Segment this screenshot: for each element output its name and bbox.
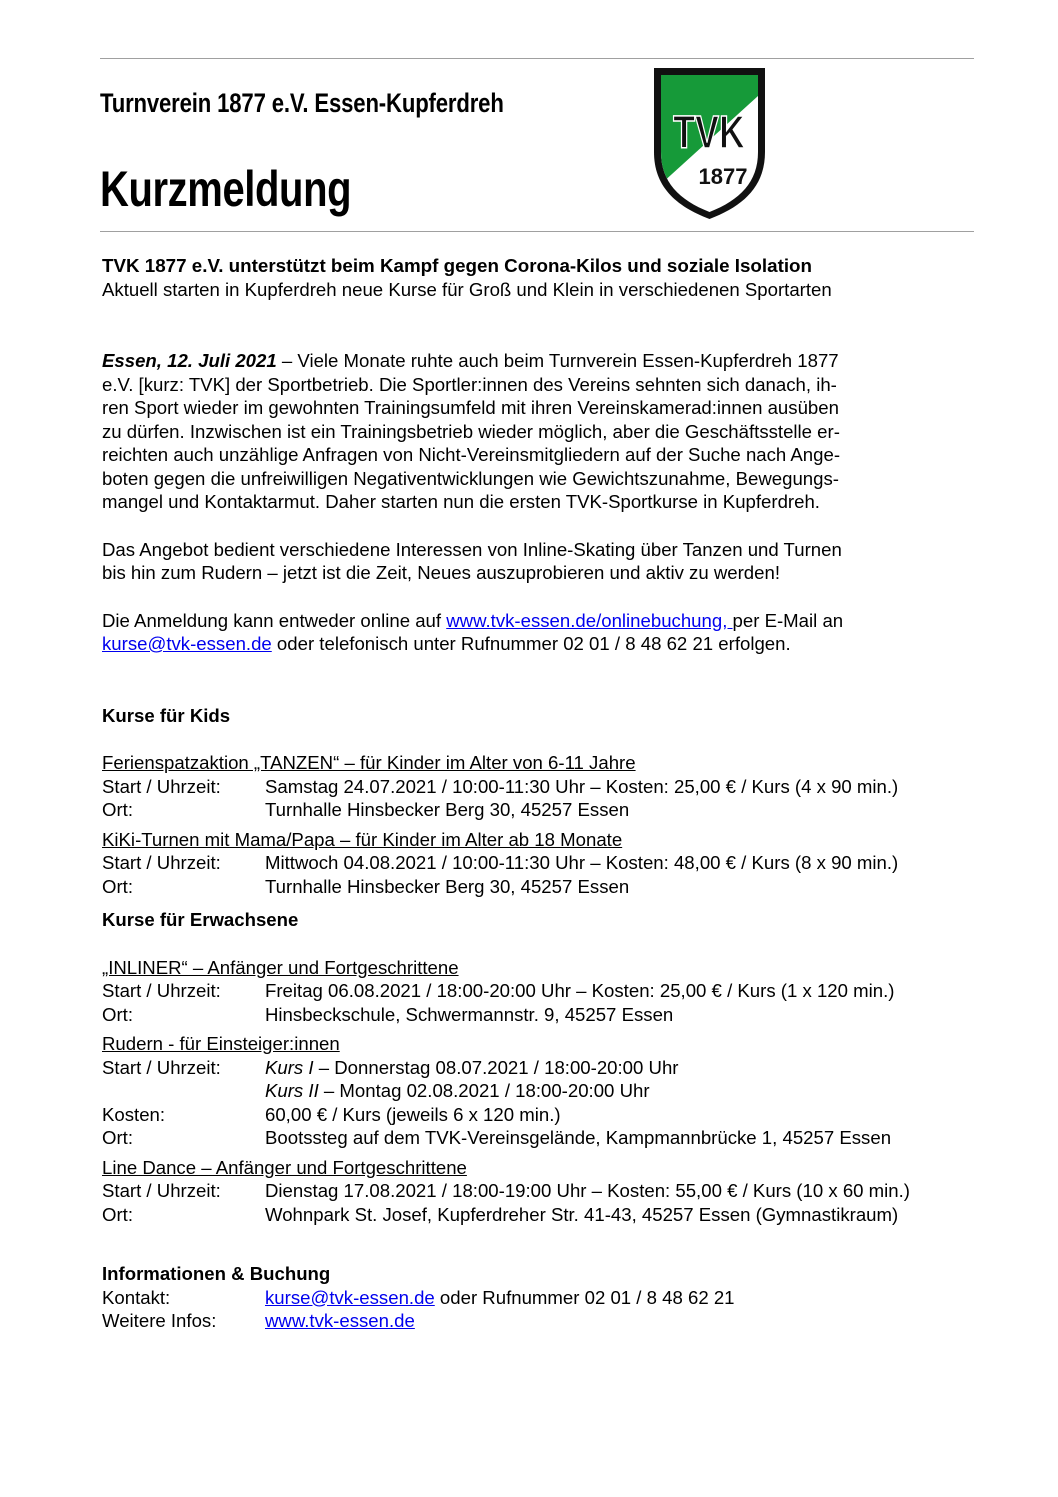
website-link[interactable]: www.tvk-essen.de — [265, 1310, 415, 1331]
dateline: Essen, 12. Juli 2021 — [102, 350, 277, 371]
kosten-label: Kosten: — [102, 1103, 166, 1125]
p2-line-1: bis hin zum Rudern – jetzt ist die Zeit, Neues auszuprobieren und aktiv zu werden! — [102, 562, 780, 583]
ort-label: Ort: — [102, 1203, 133, 1225]
section-kids-heading: Kurse für Kids — [102, 704, 231, 726]
course-inliner — [102, 956, 1002, 1027]
start-label: Start / Uhrzeit: — [102, 775, 221, 797]
p1-line-5: boten gegen die unfreiwilligen Negativentwicklungen wie Gewichtszunahme, Bewegungs- — [102, 467, 839, 489]
start-value: Freitag 06.08.2021 / 18:00-20:00 Uhr – Kosten: 25,00 € / Kurs (1 x 120 min.) — [265, 980, 895, 1001]
p2-line-0: Das Angebot bedient verschiedene Interessen von Inline-Skating über Tanzen und Turnen — [102, 538, 842, 560]
top-rule — [100, 58, 974, 59]
ort-value: Hinsbeckschule, Schwermannstr. 9, 45257 Essen — [265, 1003, 674, 1025]
ort-value: Bootssteg auf dem TVK-Vereinsgelände, Kampmannbrücke 1, 45257 Essen — [265, 1127, 892, 1148]
course-name: Line Dance – Anfänger und Fortgeschrittene — [102, 1156, 467, 1178]
start-value: Dienstag 17.08.2021 / 18:00-19:00 Uhr – Kosten: 55,00 € / Kurs (10 x 60 min.) — [265, 1180, 910, 1201]
header-rule — [100, 231, 974, 232]
kurs1-value: – Donnerstag 08.07.2021 / 18:00-20:00 Uhr — [313, 1056, 679, 1078]
subheadline: Aktuell starten in Kupferdreh neue Kurse für Groß und Klein in verschiedenen Sportarten — [102, 278, 832, 300]
course-name: Ferienspatzaktion „TANZEN“ – für Kinder im Alter von 6-11 Jahre — [102, 752, 636, 773]
section-info-heading: Informationen & Buchung — [102, 1263, 331, 1284]
headline: TVK 1877 e.V. unterstützt beim Kampf gegen Corona-Kilos und soziale Isolation — [102, 255, 812, 276]
p1-line-2: ren Sport wieder im gewohnten Trainingsumfeld mit ihren Vereinskamerad:innen ausüben — [102, 397, 839, 418]
kosten-value: 60,00 € / Kurs (jeweils 6 x 120 min.) — [265, 1103, 561, 1125]
ort-label: Ort: — [102, 875, 133, 897]
start-label: Start / Uhrzeit: — [102, 852, 221, 873]
ort-label: Ort: — [102, 1003, 133, 1025]
p3-text-3: oder telefonisch unter Rufnummer 02 01 / 8 48 62 21 erfolgen. — [271, 633, 791, 654]
course-name: KiKi-Turnen mit Mama/Papa – für Kinder im Alter ab 18 Monate — [102, 828, 623, 850]
start-label: Start / Uhrzeit: — [102, 1180, 221, 1201]
course-name: „INLINER“ – Anfänger und Fortgeschrittene — [102, 956, 459, 978]
course-kiki-turnen — [102, 828, 1002, 899]
tvk-logo — [652, 66, 767, 220]
logo-letters: TVK — [673, 106, 745, 159]
club-name: Turnverein 1877 e.V. Essen-Kupferdreh — [100, 88, 504, 118]
ort-value: Turnhalle Hinsbecker Berg 30, 45257 Essen — [265, 875, 630, 897]
start-value: Samstag 24.07.2021 / 10:00-11:30 Uhr – Kosten: 25,00 € / Kurs (4 x 90 min.) — [265, 775, 899, 797]
p3-text-2: per E-Mail an — [732, 609, 844, 631]
p1-line-3: zu dürfen. Inzwischen ist ein Trainingsbetrieb wieder möglich, aber die Geschäftsstelle er- — [102, 420, 840, 442]
start-label: Start / Uhrzeit: — [102, 1056, 221, 1078]
start-label: Start / Uhrzeit: — [102, 980, 221, 1001]
kontakt-label: Kontakt: — [102, 1286, 171, 1308]
p1-line-0: – Viele Monate ruhte auch beim Turnverein Essen-Kupferdreh 1877 — [276, 350, 839, 371]
course-name: Rudern - für Einsteiger:innen — [102, 1033, 340, 1054]
p1-line-4: reichten auch unzählige Anfragen von Nicht-Vereinsmitgliedern auf der Suche nach Ange- — [102, 444, 841, 465]
p1-line-1: e.V. [kurz: TVK] der Sportbetrieb. Die Sportler:innen des Vereins sehnten sich danach, ih- — [102, 373, 837, 395]
ort-label: Ort: — [102, 1127, 133, 1148]
email-link[interactable]: kurse@tvk-essen.de — [102, 633, 272, 654]
section-adults-heading: Kurse für Erwachsene — [102, 909, 299, 930]
kurs2-value: – Montag 02.08.2021 / 18:00-20:00 Uhr — [318, 1080, 650, 1101]
paragraph-1 — [102, 349, 1002, 514]
start-value: Mittwoch 04.08.2021 / 10:00-11:30 Uhr – Kosten: 48,00 € / Kurs (8 x 90 min.) — [265, 852, 899, 873]
p1-line-6: mangel und Kontaktarmut. Daher starten nun die ersten TVK-Sportkurse in Kupferdreh. — [102, 491, 820, 512]
kurs2-label: Kurs II — [265, 1080, 319, 1101]
document-title: Kurzmeldung — [100, 161, 352, 217]
ort-value: Wohnpark St. Josef, Kupferdreher Str. 41-43, 45257 Essen (Gymnastikraum) — [265, 1203, 899, 1225]
course-rudern — [102, 1032, 1002, 1150]
p3-text-1: Die Anmeldung kann entweder online auf — [102, 609, 447, 631]
kurs1-label: Kurs I — [265, 1056, 314, 1078]
document-body — [102, 254, 1002, 1333]
kontakt-email-link[interactable]: kurse@tvk-essen.de — [265, 1286, 435, 1308]
weitere-label: Weitere Infos: — [102, 1310, 217, 1331]
ort-label: Ort: — [102, 799, 133, 820]
kontakt-text: oder Rufnummer 02 01 / 8 48 62 21 — [434, 1286, 735, 1308]
ort-value: Turnhalle Hinsbecker Berg 30, 45257 Essen — [265, 799, 630, 820]
online-booking-link[interactable]: www.tvk-essen.de/onlinebuchung, — [446, 609, 733, 631]
paragraph-2 — [102, 538, 1002, 585]
course-tanzen — [102, 751, 1002, 822]
paragraph-3 — [102, 609, 1002, 656]
course-line-dance — [102, 1156, 1002, 1227]
logo-year: 1877 — [698, 164, 748, 189]
